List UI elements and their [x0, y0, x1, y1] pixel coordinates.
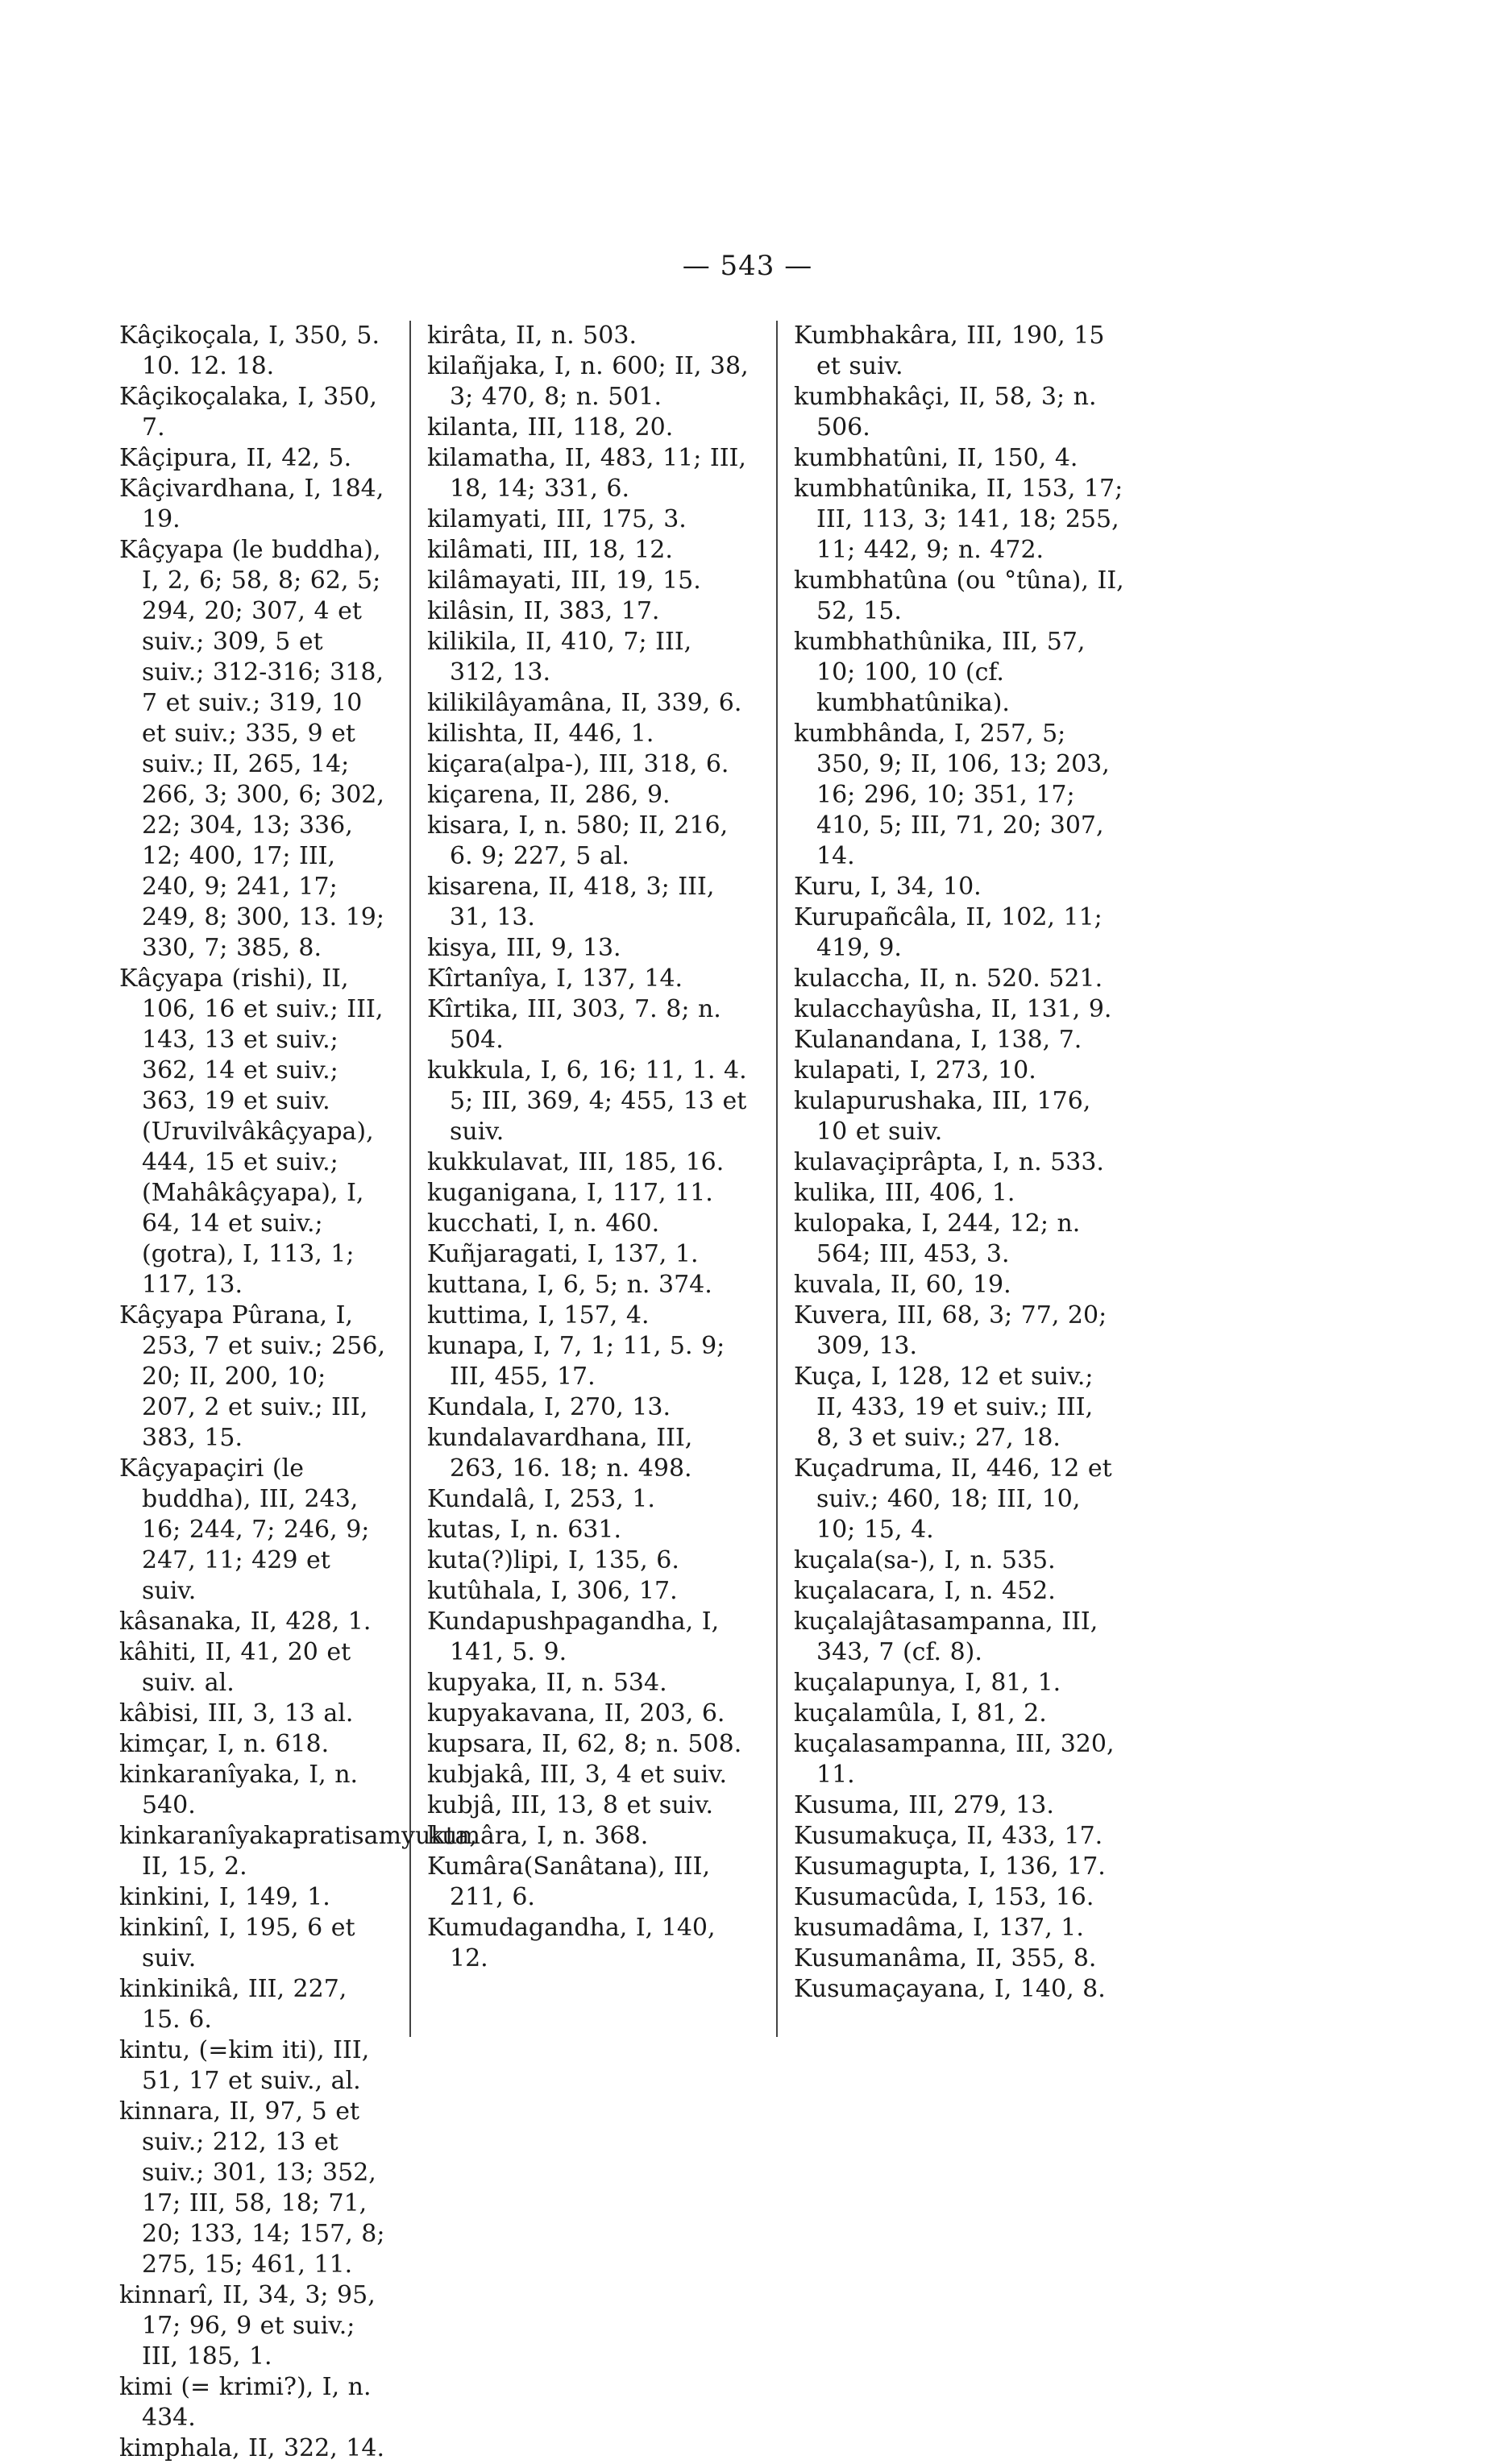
index-entry: kilishta, II, 446, 1.: [427, 720, 654, 748]
index-entry: kuttana, I, 6, 5; n. 374.: [427, 1271, 712, 1299]
index-entry: kupyaka, II, n. 534.: [427, 1669, 667, 1697]
index-entry: Kusumanâma, II, 355, 8.: [794, 1944, 1097, 1972]
page-number: — 543 —: [682, 250, 813, 282]
index-entry: Kuñjaragati, I, 137, 1.: [427, 1240, 699, 1268]
index-entry: kumâra, I, n. 368.: [427, 1822, 649, 1850]
index-entry: kulika, III, 406, 1.: [794, 1179, 1015, 1207]
index-entry: Kusumacûda, I, 153, 16.: [794, 1883, 1094, 1911]
index-entry: Kâçyapa Pûrana, I, 253, 7 et suiv.; 256, 20; II, 200, 10; 207, 2 et suiv.; III, 383, 15.: [119, 1301, 385, 1452]
index-entry: kilikila, II, 410, 7; III, 312, 13.: [427, 628, 692, 687]
index-entry: kilamatha, II, 483, 11; III, 18, 14; 331, 6.: [427, 444, 746, 503]
index-entry: kilikilâyamâna, II, 339, 6.: [427, 689, 742, 717]
index-column-2: [427, 321, 754, 1974]
index-entry: kilâsin, II, 383, 17.: [427, 597, 660, 625]
index-entry: kutûhala, I, 306, 17.: [427, 1577, 678, 1605]
index-entry: kisya, III, 9, 13.: [427, 934, 621, 962]
index-entry: kiçarena, II, 286, 9.: [427, 781, 671, 809]
index-entry: kilañjaka, I, n. 600; II, 38, 3; 470, 8; n. 501.: [427, 352, 749, 411]
index-entry: Kusumaçayana, I, 140, 8.: [794, 1975, 1106, 2003]
index-entry: Kundapushpagandha, I, 141, 5. 9.: [427, 1607, 720, 1666]
index-entry: kulaccha, II, n. 520. 521.: [794, 964, 1103, 993]
index-entry: kâsanaka, II, 428, 1.: [119, 1607, 372, 1636]
index-entry: Kumbhakâra, III, 190, 15 et suiv.: [794, 321, 1105, 380]
index-entry: Kundalâ, I, 253, 1.: [427, 1485, 655, 1513]
column-divider-left: [409, 321, 411, 2037]
index-entry: kinnara, II, 97, 5 et suiv.; 212, 13 et suiv.; 301, 13; 352, 17; III, 58, 18; 71, 20; 133, 14; 157, 8; 275, 15; 461, 11.: [119, 2097, 385, 2279]
index-entry: kimçar, I, n. 618.: [119, 1730, 330, 1758]
index-entry: kunapa, I, 7, 1; 11, 5. 9; III, 455, 17.: [427, 1332, 725, 1391]
index-entry: kumbhatûna (ou °tûna), II, 52, 15.: [794, 566, 1124, 625]
index-entry: Kâçyapa (rishi), II, 106, 16 et suiv.; III, 143, 13 et suiv.; 362, 14 et suiv.; 363, 19 et suiv. (Uruvilvâkâçyapa), 444, 15 et suiv.; (Mahâkâçyapa), I, 64, 14 et suiv.; (gotra), I, 113, 1; 117, 13.: [119, 964, 384, 1299]
index-entry: kilâmati, III, 18, 12.: [427, 536, 673, 564]
index-entry: kisara, I, n. 580; II, 216, 6. 9; 227, 5 al.: [427, 811, 729, 870]
index-entry: Kuçadruma, II, 446, 12 et suiv.; 460, 18; III, 10, 10; 15, 4.: [794, 1454, 1112, 1544]
index-entry: kirâta, II, n. 503.: [427, 321, 637, 350]
index-entry: Kâçyapaçiri (le buddha), III, 243, 16; 244, 7; 246, 9; 247, 11; 429 et suiv.: [119, 1454, 370, 1605]
index-column-3: [794, 321, 1124, 2005]
index-entry: Kulanandana, I, 138, 7.: [794, 1026, 1082, 1054]
index-entry: kuta(?)lipi, I, 135, 6.: [427, 1546, 679, 1574]
index-entry: kinkaranîyaka, I, n. 540.: [119, 1761, 359, 1819]
index-entry: kâhiti, II, 41, 20 et suiv. al.: [119, 1638, 351, 1697]
index-entry: kumbhakâçi, II, 58, 3; n. 506.: [794, 383, 1097, 442]
index-entry: kulacchayûsha, II, 131, 9.: [794, 995, 1112, 1023]
index-entry: Kîrtika, III, 303, 7. 8; n. 504.: [427, 995, 721, 1054]
index-entry: kumbhânda, I, 257, 5; 350, 9; II, 106, 13; 203, 16; 296, 10; 351, 17; 410, 5; III, 71, 20; 307, 14.: [794, 720, 1110, 870]
index-entry: kupyakavana, II, 203, 6.: [427, 1699, 725, 1728]
index-entry: kukkula, I, 6, 16; 11, 1. 4. 5; III, 369, 4; 455, 13 et suiv.: [427, 1056, 747, 1146]
index-entry: kilâmayati, III, 19, 15.: [427, 566, 701, 595]
index-entry: kuganigana, I, 117, 11.: [427, 1179, 713, 1207]
index-entry: kulapati, I, 273, 10.: [794, 1056, 1036, 1085]
index-entry: kuttima, I, 157, 4.: [427, 1301, 650, 1329]
index-entry: Kumâra(Sanâtana), III, 211, 6.: [427, 1852, 710, 1911]
index-entry: Kusumagupta, I, 136, 17.: [794, 1852, 1106, 1881]
index-entry: kilamyati, III, 175, 3.: [427, 505, 687, 533]
index-entry: kuçalapunya, I, 81, 1.: [794, 1669, 1061, 1697]
index-entry: Kîrtanîya, I, 137, 14.: [427, 964, 683, 993]
index-entry: kulapurushaka, III, 176, 10 et suiv.: [794, 1087, 1091, 1146]
index-entry: Kundala, I, 270, 13.: [427, 1393, 671, 1421]
index-entry: Kuça, I, 128, 12 et suiv.; II, 433, 19 et suiv.; III, 8, 3 et suiv.; 27, 18.: [794, 1363, 1094, 1452]
index-entry: kutas, I, n. 631.: [427, 1516, 622, 1544]
index-entry: kumbhatûnika, II, 153, 17; III, 113, 3; 141, 18; 255, 11; 442, 9; n. 472.: [794, 475, 1123, 564]
index-entry: kinkinî, I, 195, 6 et suiv.: [119, 1914, 355, 1972]
index-entry: kisarena, II, 418, 3; III, 31, 13.: [427, 873, 715, 931]
index-entry: kusumadâma, I, 137, 1.: [794, 1914, 1084, 1942]
index-entry: Kâçikoçalaka, I, 350, 7.: [119, 383, 377, 442]
index-entry: Kâçyapa (le buddha), I, 2, 6; 58, 8; 62, 5; 294, 20; 307, 4 et suiv.; 309, 5 et suiv.; 312-316; 318, 7 et suiv.; 319, 10 et suiv.; 335, 9 et suiv.; II, 265, 14; 266, 3; 300, 6; 302, 22; 304, 13; 336, 12; 400, 17; III, 240, 9; 241, 17; 249, 8; 300, 13. 19; 330, 7; 385, 8.: [119, 536, 384, 962]
index-entry: kumbhathûnika, III, 57, 10; 100, 10 (cf. kumbhatûnika).: [794, 628, 1086, 717]
index-entry: kulavaçiprâpta, I, n. 533.: [794, 1148, 1104, 1176]
index-column-1: [119, 321, 477, 2464]
index-entry: kucchati, I, n. 460.: [427, 1209, 660, 1238]
index-entry: Kuru, I, 34, 10.: [794, 873, 982, 901]
index-entry: kupsara, II, 62, 8; n. 508.: [427, 1730, 742, 1758]
index-entry: kuçalacara, I, n. 452.: [794, 1577, 1056, 1605]
index-entry: kukkulavat, III, 185, 16.: [427, 1148, 725, 1176]
index-entry: kimphala, II, 322, 14.: [119, 2434, 385, 2462]
index-entry: Kusumakuça, II, 433, 17.: [794, 1822, 1103, 1850]
index-entry: kuçala(sa-), I, n. 535.: [794, 1546, 1056, 1574]
column-divider-right: [776, 321, 778, 2037]
index-entry: Kâçipura, II, 42, 5.: [119, 444, 352, 472]
index-entry: Kâçikoçala, I, 350, 5. 10. 12. 18.: [119, 321, 380, 380]
index-entry: kuçalamûla, I, 81, 2.: [794, 1699, 1047, 1728]
index-entry: kuçalasampanna, III, 320, 11.: [794, 1730, 1115, 1789]
index-entry: kubjakâ, III, 3, 4 et suiv.: [427, 1761, 728, 1789]
index-entry: kundalavardhana, III, 263, 16. 18; n. 498.: [427, 1424, 693, 1483]
index-entry: kimi (= krimi?), I, n. 434.: [119, 2373, 372, 2432]
index-entry: kuçalajâtasampanna, III, 343, 7 (cf. 8).: [794, 1607, 1098, 1666]
index-entry: kubjâ, III, 13, 8 et suiv.: [427, 1791, 714, 1819]
index-entry: Kâçivardhana, I, 184, 19.: [119, 475, 384, 533]
index-entry: kinkini, I, 149, 1.: [119, 1883, 330, 1911]
index-entry: kinkinikâ, III, 227, 15. 6.: [119, 1975, 347, 2034]
index-entry: kinkaranîyakapratisamyukta, II, 15, 2.: [119, 1822, 477, 1881]
index-entry: kâbisi, III, 3, 13 al.: [119, 1699, 354, 1728]
index-entry: Kusuma, III, 279, 13.: [794, 1791, 1054, 1819]
index-entry: Kumudagandha, I, 140, 12.: [427, 1914, 716, 1972]
index-entry: Kurupañcâla, II, 102, 11; 419, 9.: [794, 903, 1103, 962]
index-entry: kintu, (=kim iti), III, 51, 17 et suiv., al.: [119, 2036, 370, 2095]
index-entry: kulopaka, I, 244, 12; n. 564; III, 453, 3.: [794, 1209, 1081, 1268]
index-entry: Kuvera, III, 68, 3; 77, 20; 309, 13.: [794, 1301, 1107, 1360]
index-entry: kiçara(alpa-), III, 318, 6.: [427, 750, 729, 778]
index-entry: kumbhatûni, II, 150, 4.: [794, 444, 1078, 472]
index-entry: kinnarî, II, 34, 3; 95, 17; 96, 9 et suiv.; III, 185, 1.: [119, 2281, 376, 2371]
index-entry: kilanta, III, 118, 20.: [427, 413, 674, 442]
index-entry: kuvala, II, 60, 19.: [794, 1271, 1011, 1299]
